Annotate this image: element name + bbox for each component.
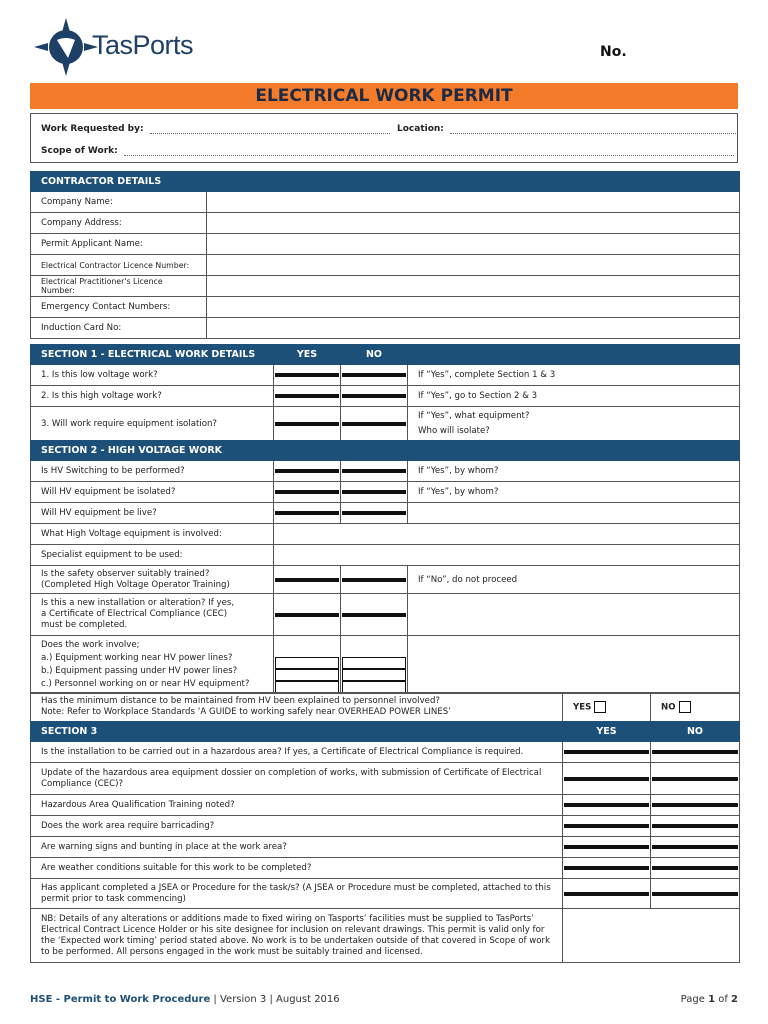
s1-q2-no-box[interactable] xyxy=(341,386,408,407)
s2-q3: Will HV equipment be live? xyxy=(31,503,274,524)
footer-page-num: 1 xyxy=(708,994,716,1005)
min-distance-question: Has the minimum distance to be maintained from HV been explained to personnel involved? xyxy=(41,696,440,706)
permit-number-label: No. xyxy=(600,44,627,60)
location-label: Location: xyxy=(397,124,444,134)
s2-q1: Is HV Switching to be performed? xyxy=(31,461,274,482)
section3-table xyxy=(30,721,740,963)
s2-q6-no-box[interactable] xyxy=(341,566,408,594)
s2-q6-note: If “No”, do not proceed xyxy=(408,566,740,594)
min-distance-table xyxy=(30,692,740,722)
section1-heading: SECTION 1 - ELECTRICAL WORK DETAILS xyxy=(31,345,274,365)
induction-card-field[interactable] xyxy=(207,318,740,339)
section3-yes-header: YES xyxy=(563,722,651,742)
footer-doc-title: HSE - Permit to Work Procedure xyxy=(30,994,211,1005)
section3-heading: SECTION 3 xyxy=(31,722,563,742)
s1-q2-yes-box[interactable] xyxy=(274,386,341,407)
s3-row-6-yes-box[interactable] xyxy=(563,858,651,879)
s2-q7-b: a Certificate of Electrical Compliance (CEC) xyxy=(41,609,228,619)
s3-row-5: Are warning signs and bunting in place at the work area? xyxy=(31,837,563,858)
s1-q1-note: If “Yes”, complete Section 1 & 3 xyxy=(408,365,740,386)
s3-row-1-no-box[interactable] xyxy=(651,742,740,763)
s3-row-4-yes-box[interactable] xyxy=(563,816,651,837)
s2-q5-field[interactable] xyxy=(274,545,740,566)
s2-q6-b: (Completed High Voltage Operator Training) xyxy=(41,579,230,590)
s2-q8b: b.) Equipment passing under HV power lines? xyxy=(41,665,238,676)
s3-row-4: Does the work area require barricading? xyxy=(31,816,563,837)
min-distance-no-checkbox[interactable] xyxy=(679,701,691,713)
s3-note: NB: Details of any alterations or additions made to fixed wiring on Tasports’ facilities must be supplied to TasPorts’ Electrical Contract Licence Holder or his site designee for inclusion on relevant drawings. This permit is valid only for the ‘Expected work timing’ period stated above. No work is to be undertaken outside of that covered in Scope of work to be performed. All persons engaged in the work must be suitably trained and licensed. xyxy=(31,909,563,963)
location-field[interactable] xyxy=(450,125,736,134)
s2-q8c: c.) Personnel working on or near HV equipment? xyxy=(41,678,250,689)
page-title: ELECTRICAL WORK PERMIT xyxy=(30,83,738,109)
s2-q8a-no-box[interactable] xyxy=(342,657,406,669)
min-distance-yes-label: YES xyxy=(573,702,592,713)
permit-applicant-label: Permit Applicant Name: xyxy=(31,234,207,255)
s3-row-5-no-box[interactable] xyxy=(651,837,740,858)
s2-q7-yes-box[interactable] xyxy=(274,594,341,636)
s1-q1: 1. Is this low voltage work? xyxy=(31,365,274,386)
s2-q1-yes-box[interactable] xyxy=(274,461,341,482)
s3-row-4-no-box[interactable] xyxy=(651,816,740,837)
contractor-details-heading: CONTRACTOR DETAILS xyxy=(31,172,740,192)
scope-of-work-label: Scope of Work: xyxy=(41,146,118,156)
section1-no-header: NO xyxy=(341,345,408,365)
contractor-licence-label: Electrical Contractor Licence Number: xyxy=(31,255,207,276)
footer-page-word: Page xyxy=(680,994,709,1005)
s1-q3: 3. Will work require equipment isolation? xyxy=(31,407,274,441)
s2-q4: What High Voltage equipment is involved: xyxy=(31,524,274,545)
s3-row-6-no-box[interactable] xyxy=(651,858,740,879)
s2-q8: Does the work involve; xyxy=(41,639,140,650)
s3-row-7-yes-box[interactable] xyxy=(563,879,651,909)
company-name-field[interactable] xyxy=(207,192,740,213)
s3-row-1: Is the installation to be carried out in a hazardous area? If yes, a Certificate of Electrical Compliance is required. xyxy=(31,742,563,763)
s3-row-3: Hazardous Area Qualification Training noted? xyxy=(31,795,563,816)
s3-row-2-no-box[interactable] xyxy=(651,763,740,795)
practitioner-licence-field[interactable] xyxy=(207,276,740,297)
s2-q2-note: If “Yes”, by whom? xyxy=(408,482,740,503)
s3-row-7: Has applicant completed a JSEA or Procedure for the task/s? (A JSEA or Procedure must be completed, attached to this permit prior to task commencing) xyxy=(31,879,563,909)
s3-row-2: Update of the hazardous area equipment dossier on completion of works, with submission of Certificate of Electrical Compliance (CEC)? xyxy=(31,763,563,795)
s2-q4-field[interactable] xyxy=(274,524,740,545)
s1-q2: 2. Is this high voltage work? xyxy=(31,386,274,407)
section2-table xyxy=(30,440,740,694)
section1-yes-header: YES xyxy=(274,345,341,365)
contractor-details-table xyxy=(30,171,740,339)
work-requested-by-label: Work Requested by: xyxy=(41,124,144,134)
practitioner-licence-label: Electrical Practitioner's Licence Number: xyxy=(31,276,207,297)
s1-q1-no-box[interactable] xyxy=(341,365,408,386)
induction-card-label: Induction Card No: xyxy=(31,318,207,339)
s2-q8a-yes-box[interactable] xyxy=(275,657,339,669)
s1-q3-note-b: Who will isolate? xyxy=(418,425,490,436)
s3-row-1-yes-box[interactable] xyxy=(563,742,651,763)
s3-row-3-yes-box[interactable] xyxy=(563,795,651,816)
min-distance-no-label: NO xyxy=(661,702,676,713)
contractor-licence-field[interactable] xyxy=(207,255,740,276)
s2-q6-yes-box[interactable] xyxy=(274,566,341,594)
company-address-label: Company Address: xyxy=(31,213,207,234)
s1-q3-note-a: If “Yes”, what equipment? xyxy=(418,410,530,421)
footer-of-word: of xyxy=(715,994,732,1005)
scope-of-work-field[interactable] xyxy=(124,147,734,156)
s3-row-3-no-box[interactable] xyxy=(651,795,740,816)
s2-q1-note: If “Yes”, by whom? xyxy=(408,461,740,482)
emergency-contact-field[interactable] xyxy=(207,297,740,318)
compass-logo-icon xyxy=(30,18,100,76)
work-requested-by-field[interactable] xyxy=(150,125,390,134)
s3-row-2-yes-box[interactable] xyxy=(563,763,651,795)
s1-q1-yes-box[interactable] xyxy=(274,365,341,386)
permit-applicant-field[interactable] xyxy=(207,234,740,255)
s2-q2-yes-box[interactable] xyxy=(274,482,341,503)
s2-q2: Will HV equipment be isolated? xyxy=(31,482,274,503)
s2-q5: Specialist equipment to be used: xyxy=(31,545,274,566)
s3-row-5-yes-box[interactable] xyxy=(563,837,651,858)
emergency-contact-label: Emergency Contact Numbers: xyxy=(31,297,207,318)
request-box xyxy=(30,113,738,163)
s2-q3-no-box[interactable] xyxy=(341,503,408,524)
s2-q1-no-box[interactable] xyxy=(341,461,408,482)
footer-page-total: 2 xyxy=(731,994,738,1005)
logo-wordmark: TasPorts xyxy=(92,30,194,60)
s2-q2-no-box[interactable] xyxy=(341,482,408,503)
s1-q2-note: If “Yes”, go to Section 2 & 3 xyxy=(408,386,740,407)
section1-table xyxy=(30,344,740,441)
min-distance-yes-checkbox[interactable] xyxy=(594,701,606,713)
s2-q8a: a.) Equipment working near HV power lines? xyxy=(41,652,233,663)
s3-row-6: Are weather conditions suitable for this work to be completed? xyxy=(31,858,563,879)
s1-q3-no-box[interactable] xyxy=(341,407,408,441)
s2-q6-a: Is the safety observer suitably trained? xyxy=(41,568,210,579)
s2-q7-no-box[interactable] xyxy=(341,594,408,636)
s1-q3-yes-box[interactable] xyxy=(274,407,341,441)
footer-version: | Version 3 | August 2016 xyxy=(210,994,340,1005)
min-distance-note: Note: Refer to Workplace Standards ‘A GUIDE to working safely near OVERHEAD POWER LINES’ xyxy=(41,707,451,717)
footer xyxy=(30,994,738,1005)
company-address-field[interactable] xyxy=(207,213,740,234)
s2-q8b-no-box[interactable] xyxy=(342,669,406,681)
s2-q8b-yes-box[interactable] xyxy=(275,669,339,681)
s2-q3-yes-box[interactable] xyxy=(274,503,341,524)
s2-q7-c: must be completed. xyxy=(41,620,128,630)
s2-q7-a: Is this a new installation or alteration? If yes, xyxy=(41,598,235,608)
company-name-label: Company Name: xyxy=(31,192,207,213)
section3-no-header: NO xyxy=(651,722,740,742)
s3-row-7-no-box[interactable] xyxy=(651,879,740,909)
section2-heading: SECTION 2 - HIGH VOLTAGE WORK xyxy=(31,441,740,461)
